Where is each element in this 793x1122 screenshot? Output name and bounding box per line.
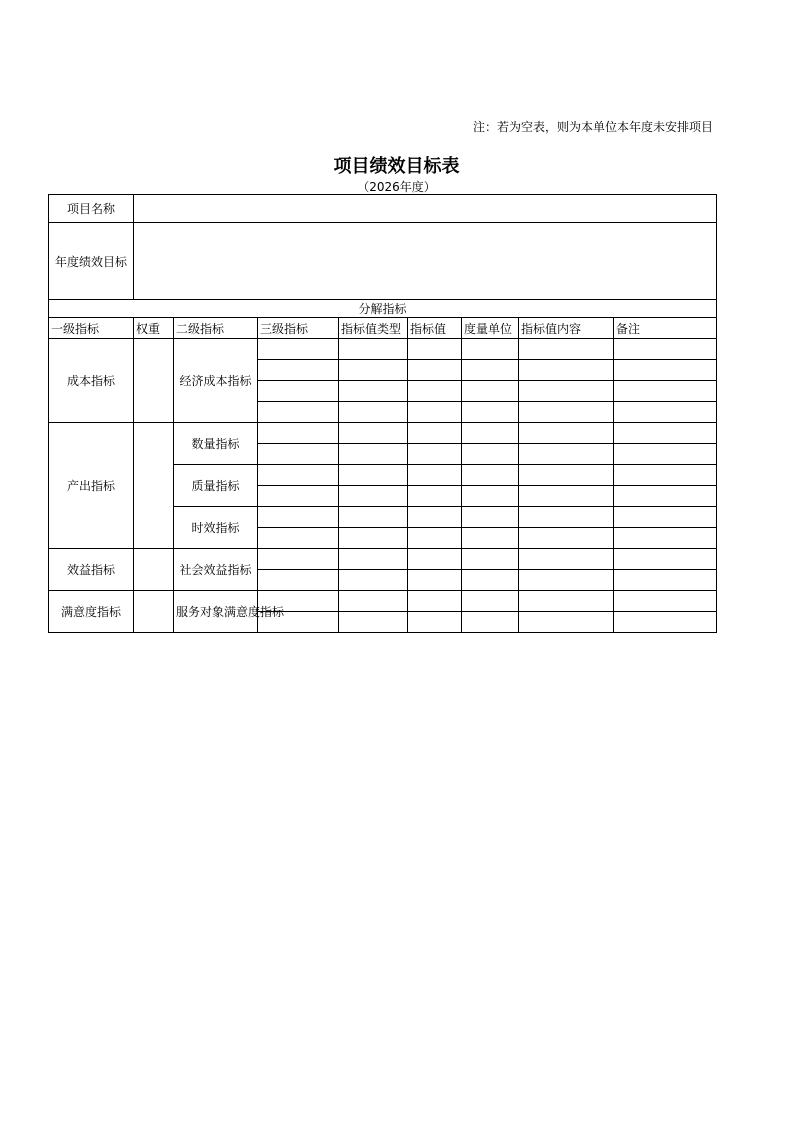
table-cell[interactable] <box>462 507 519 528</box>
table-cell[interactable] <box>408 528 462 549</box>
level2-timeliness: 时效指标 <box>174 507 258 549</box>
level2-quality: 质量指标 <box>174 465 258 507</box>
table-cell[interactable] <box>462 339 519 360</box>
table-cell[interactable] <box>258 402 339 423</box>
table-cell[interactable] <box>339 360 408 381</box>
table-cell[interactable] <box>614 360 717 381</box>
column-header: 指标值 <box>408 318 462 339</box>
table-cell[interactable] <box>408 339 462 360</box>
table-cell[interactable] <box>462 360 519 381</box>
table-cell[interactable] <box>258 339 339 360</box>
weight-cell[interactable] <box>134 591 174 633</box>
table-cell[interactable] <box>258 486 339 507</box>
annual-goal-value[interactable] <box>134 223 717 300</box>
table-cell[interactable] <box>462 486 519 507</box>
table-cell[interactable] <box>408 423 462 444</box>
table-cell[interactable] <box>519 570 614 591</box>
annual-goal-row <box>49 223 717 300</box>
table-cell[interactable] <box>408 612 462 633</box>
level1-cost: 成本指标 <box>49 339 134 423</box>
table-cell[interactable] <box>519 591 614 612</box>
column-header: 度量单位 <box>462 318 519 339</box>
table-cell[interactable] <box>408 549 462 570</box>
level1-satisfaction: 满意度指标 <box>49 591 134 633</box>
table-cell[interactable] <box>614 381 717 402</box>
table-cell[interactable] <box>519 465 614 486</box>
level2-social-benefit: 社会效益指标 <box>174 549 258 591</box>
table-cell[interactable] <box>462 444 519 465</box>
level2-service-satisfaction: 服务对象满意度指标 <box>174 591 258 633</box>
table-cell[interactable] <box>339 549 408 570</box>
table-cell[interactable] <box>614 528 717 549</box>
table-cell[interactable] <box>339 528 408 549</box>
table-cell[interactable] <box>408 381 462 402</box>
section-header: 分解指标 <box>49 300 717 318</box>
table-cell[interactable] <box>258 528 339 549</box>
performance-target-table <box>48 194 717 633</box>
column-header: 三级指标 <box>258 318 339 339</box>
table-cell[interactable] <box>339 444 408 465</box>
table-cell[interactable] <box>614 591 717 612</box>
table-cell[interactable] <box>339 402 408 423</box>
table-cell[interactable] <box>614 486 717 507</box>
table-cell[interactable] <box>462 570 519 591</box>
annual-goal-label: 年度绩效目标 <box>49 223 134 300</box>
table-cell[interactable] <box>258 549 339 570</box>
table-cell[interactable] <box>614 570 717 591</box>
table-row <box>49 591 717 612</box>
table-cell[interactable] <box>519 423 614 444</box>
table-cell[interactable] <box>339 570 408 591</box>
table-cell[interactable] <box>258 360 339 381</box>
table-cell[interactable] <box>408 486 462 507</box>
table-row <box>49 549 717 570</box>
table-cell[interactable] <box>339 423 408 444</box>
level1-output: 产出指标 <box>49 423 134 549</box>
table-cell[interactable] <box>408 402 462 423</box>
table-cell[interactable] <box>339 591 408 612</box>
table-cell[interactable] <box>462 528 519 549</box>
table-cell[interactable] <box>339 612 408 633</box>
table-cell[interactable] <box>519 528 614 549</box>
year-subtitle: （2026年度） <box>357 180 436 194</box>
table-cell[interactable] <box>614 339 717 360</box>
weight-cell[interactable] <box>134 423 174 549</box>
section-header-row <box>49 300 717 318</box>
table-cell[interactable] <box>614 423 717 444</box>
project-name-row <box>49 195 717 223</box>
table-cell[interactable] <box>258 381 339 402</box>
column-header: 指标值类型 <box>339 318 408 339</box>
table-cell[interactable] <box>614 549 717 570</box>
table-cell[interactable] <box>339 465 408 486</box>
table-cell[interactable] <box>614 465 717 486</box>
column-header: 二级指标 <box>174 318 258 339</box>
table-cell[interactable] <box>519 339 614 360</box>
table-row <box>49 339 717 360</box>
level2-economic-cost: 经济成本指标 <box>174 339 258 423</box>
table-cell[interactable] <box>408 360 462 381</box>
table-cell[interactable] <box>519 444 614 465</box>
table-cell[interactable] <box>462 549 519 570</box>
level1-benefit: 效益指标 <box>49 549 134 591</box>
table-cell[interactable] <box>258 444 339 465</box>
table-row <box>49 423 717 444</box>
weight-cell[interactable] <box>134 549 174 591</box>
table-cell[interactable] <box>462 423 519 444</box>
level2-quantity: 数量指标 <box>174 423 258 465</box>
page-title: 项目绩效目标表 <box>333 156 460 177</box>
table-cell[interactable] <box>519 507 614 528</box>
table-cell[interactable] <box>258 570 339 591</box>
table-cell[interactable] <box>258 465 339 486</box>
table-cell[interactable] <box>614 507 717 528</box>
table-cell[interactable] <box>408 570 462 591</box>
column-header: 指标值内容 <box>519 318 614 339</box>
table-cell[interactable] <box>614 612 717 633</box>
table-cell[interactable] <box>339 486 408 507</box>
table-cell[interactable] <box>408 507 462 528</box>
table-cell[interactable] <box>462 612 519 633</box>
weight-cell[interactable] <box>134 339 174 423</box>
table-cell[interactable] <box>519 360 614 381</box>
table-cell[interactable] <box>462 402 519 423</box>
project-name-label: 项目名称 <box>49 195 134 223</box>
table-cell[interactable] <box>408 465 462 486</box>
column-header: 一级指标 <box>49 318 134 339</box>
table-cell[interactable] <box>258 423 339 444</box>
empty-table-note: 注：若为空表，则为本单位本年度未安排项目 <box>472 120 713 134</box>
table-cell[interactable] <box>339 507 408 528</box>
table-cell[interactable] <box>408 444 462 465</box>
table-cell[interactable] <box>339 339 408 360</box>
table-cell[interactable] <box>519 549 614 570</box>
table-cell[interactable] <box>519 402 614 423</box>
column-header-row <box>49 318 717 339</box>
table-cell[interactable] <box>614 444 717 465</box>
column-header: 备注 <box>614 318 717 339</box>
table-cell[interactable] <box>519 486 614 507</box>
table-cell[interactable] <box>339 381 408 402</box>
project-name-value[interactable] <box>134 195 717 223</box>
table-cell[interactable] <box>258 507 339 528</box>
table-cell[interactable] <box>462 591 519 612</box>
table-cell[interactable] <box>408 591 462 612</box>
table-cell[interactable] <box>614 402 717 423</box>
table-cell[interactable] <box>462 381 519 402</box>
table-cell[interactable] <box>519 612 614 633</box>
table-cell[interactable] <box>462 465 519 486</box>
table-cell[interactable] <box>519 381 614 402</box>
column-header: 权重 <box>134 318 174 339</box>
